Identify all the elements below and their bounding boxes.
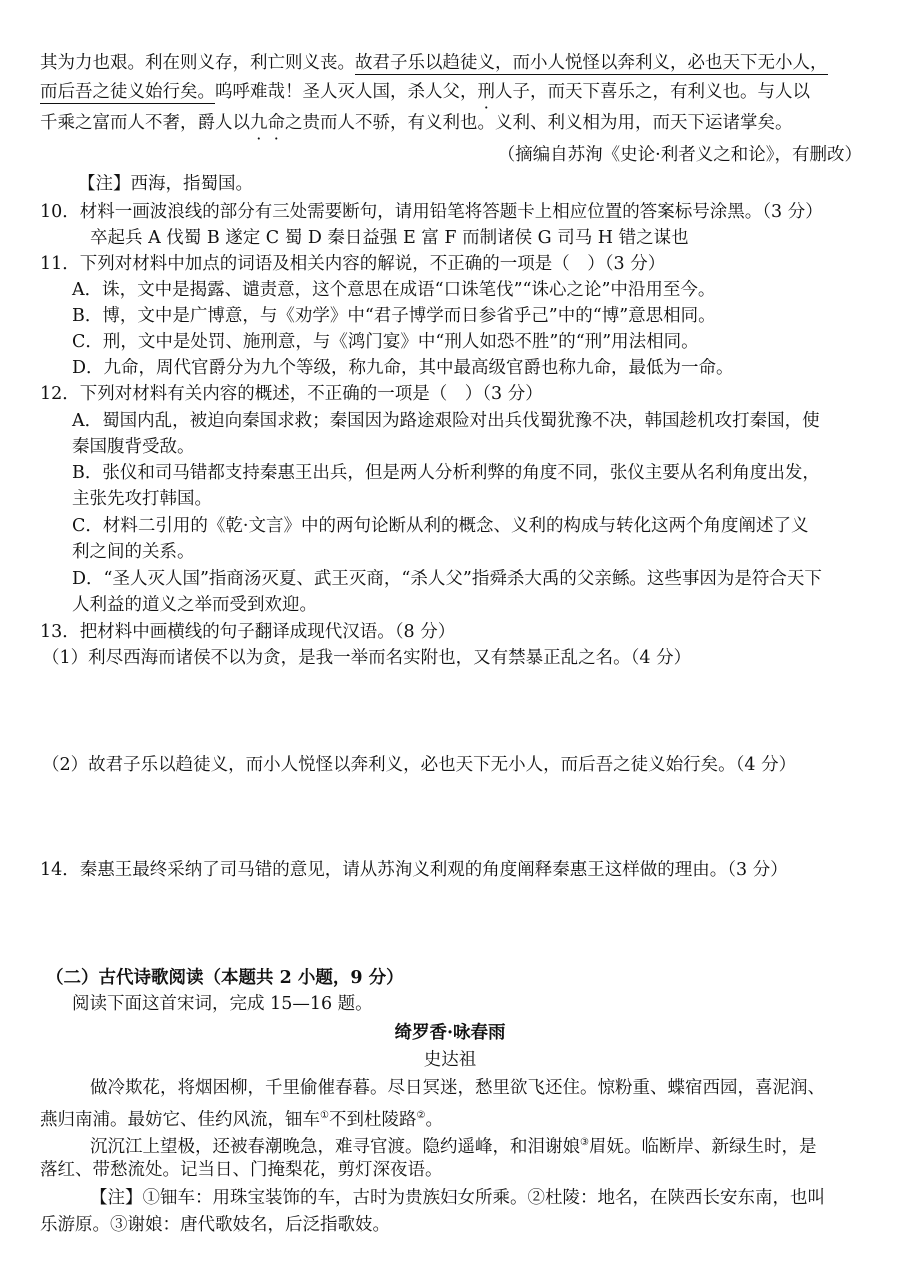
passage-source: （摘编自苏洵《史论·利者义之和论》，有删改） (497, 145, 862, 165)
poem-note-line-2: 乐游原。③谢娘：唐代歌妓名，后泛指歌妓。 (40, 1215, 390, 1235)
underlined-sentence: 故君子乐以趋徒义，而小人悦怪以奔利义，必也天下无小人， (355, 53, 828, 73)
poem-author: 史达祖 (423, 1050, 477, 1070)
q12-option-d-cont: 人利益的道义之举而受到欢迎。 (72, 595, 317, 615)
poem-stanza-1-line-2: 燕归南浦。最妨它、佳约风流，钿车①不到杜陵路②。 (40, 1109, 443, 1130)
poetry-section-heading: （二）古代诗歌阅读（本题共 2 小题，9 分） (46, 968, 404, 988)
q11-option-b: B．博，文中是广博意，与《劝学》中“君子博学而日参省乎己”中的“博”意思相同。 (72, 306, 716, 326)
passage-line-3: 千乘之富而人不奢，爵人以九命之贵而人不骄，有义利也。义利、利义相为用，而天下运诸掌矣。 (40, 113, 793, 133)
footnote-ref-1: ① (320, 1110, 329, 1121)
underlined-sentence-end: 而后吾之徒义始行矣。 (40, 82, 215, 102)
poem-note-line-1: 【注】①钿车：用珠宝装饰的车，古时为贵族妇女所乘。②杜陵：地名，在陕西长安东南，也叫 (90, 1188, 825, 1208)
poetry-intro: 阅读下面这首宋词，完成 15—16 题。 (72, 994, 373, 1014)
q12-option-b-cont: 主张先攻打韩国。 (72, 489, 212, 509)
dotted-char: 命 (267, 113, 285, 133)
q11-option-d: D．九命，周代官爵分为九个等级，称九命，其中最高级官爵也称九命，最低为一命。 (72, 358, 734, 378)
q13-sentence-1: （1）利尽西海而诸侯不以为贪，是我一举而名实附也，又有禁暴正乱之名。（4 分） (42, 648, 692, 668)
passage-note: 【注】西海，指蜀国。 (78, 174, 253, 194)
q12-option-b: B．张仪和司马错都支持秦惠王出兵，但是两人分析利弊的角度不同，张仪主要从名利角度出发， (72, 463, 820, 483)
poem-stanza-1-line-1: 做冷欺花，将烟困柳，千里偷催春暮。尽日冥迷，愁里欲飞还住。惊粉重、蝶宿西园，喜泥润、 (90, 1078, 825, 1098)
q13-sentence-2: （2）故君子乐以趋徒义，而小人悦怪以奔利义，必也天下无小人，而后吾之徒义始行矣。（4 分） (42, 755, 797, 775)
passage-line-2: 而后吾之徒义始行矣。呜呼难哉！圣人灭人国，杀人父，刑人子，而天下喜乐之，有利义也。与人以 (40, 82, 810, 102)
dotted-char: 九 (250, 113, 268, 133)
passage-line-1: 其为力也艰。利在则义存，利亡则义丧。故君子乐以趋徒义，而小人悦怪以奔利义，必也天下无小人， (40, 53, 828, 73)
q12-option-c: C．材料二引用的《乾·文言》中的两句论断从利的概念、义利的构成与转化这两个角度阐述了义 (72, 516, 809, 536)
footnote-ref-3: ③ (580, 1137, 589, 1148)
q11-option-a: A．诛，文中是揭露、谴责意，这个意思在成语“口诛笔伐”“诛心之论”中沿用至今。 (72, 280, 716, 300)
q14-stem: 14．秦惠王最终采纳了司马错的意见，请从苏洵义利观的角度阐释秦惠王这样做的理由。（3 分） (40, 860, 788, 880)
q11-option-c: C．刑，文中是处罚、施刑意，与《鸿门宴》中“刑人如恐不胜”的“刑”用法相同。 (72, 332, 699, 352)
q11-stem: 11．下列对材料中加点的词语及相关内容的解说，不正确的一项是（ ）（3 分） (40, 254, 666, 274)
q12-option-a-cont: 秦国腹背受敌。 (72, 437, 195, 457)
q13-stem: 13．把材料中画横线的句子翻译成现代汉语。（8 分） (40, 622, 456, 642)
q12-option-c-cont: 利之间的关系。 (72, 542, 195, 562)
poem-stanza-2-line-2: 落红、带愁流处。记当日、门掩梨花，剪灯深夜语。 (40, 1160, 443, 1180)
q12-option-a: A．蜀国内乱，被迫向秦国求救；秦国因为路途艰险对出兵伐蜀犹豫不决，韩国趁机攻打秦国，使 (72, 411, 820, 431)
dotted-char: 刑 (477, 82, 495, 102)
q10-stem: 10．材料一画波浪线的部分有三处需要断句，请用铅笔将答题卡上相应位置的答案标号涂黑。（3 分） (40, 202, 823, 222)
q12-option-d: D．“圣人灭人国”指商汤灭夏、武王灭商，“杀人父”指舜杀大禹的父亲鲧。这些事因为是符合天下 (72, 569, 822, 589)
poem-title: 绮罗香·咏春雨 (394, 1023, 506, 1043)
footnote-ref-2: ② (416, 1110, 426, 1121)
poem-stanza-2-line-1: 沉沉江上望极，还被春潮晚急，难寻官渡。隐约遥峰，和泪谢娘③眉妩。临断岸、新绿生时，是 (90, 1136, 817, 1157)
q10-text: 卒起兵 A 伐蜀 B 遂定 C 蜀 D 秦日益强 E 富 F 而制诸侯 G 司马 H 错之谋也 (90, 228, 689, 248)
q12-stem: 12．下列对材料有关内容的概述，不正确的一项是（ ）（3 分） (40, 384, 543, 404)
